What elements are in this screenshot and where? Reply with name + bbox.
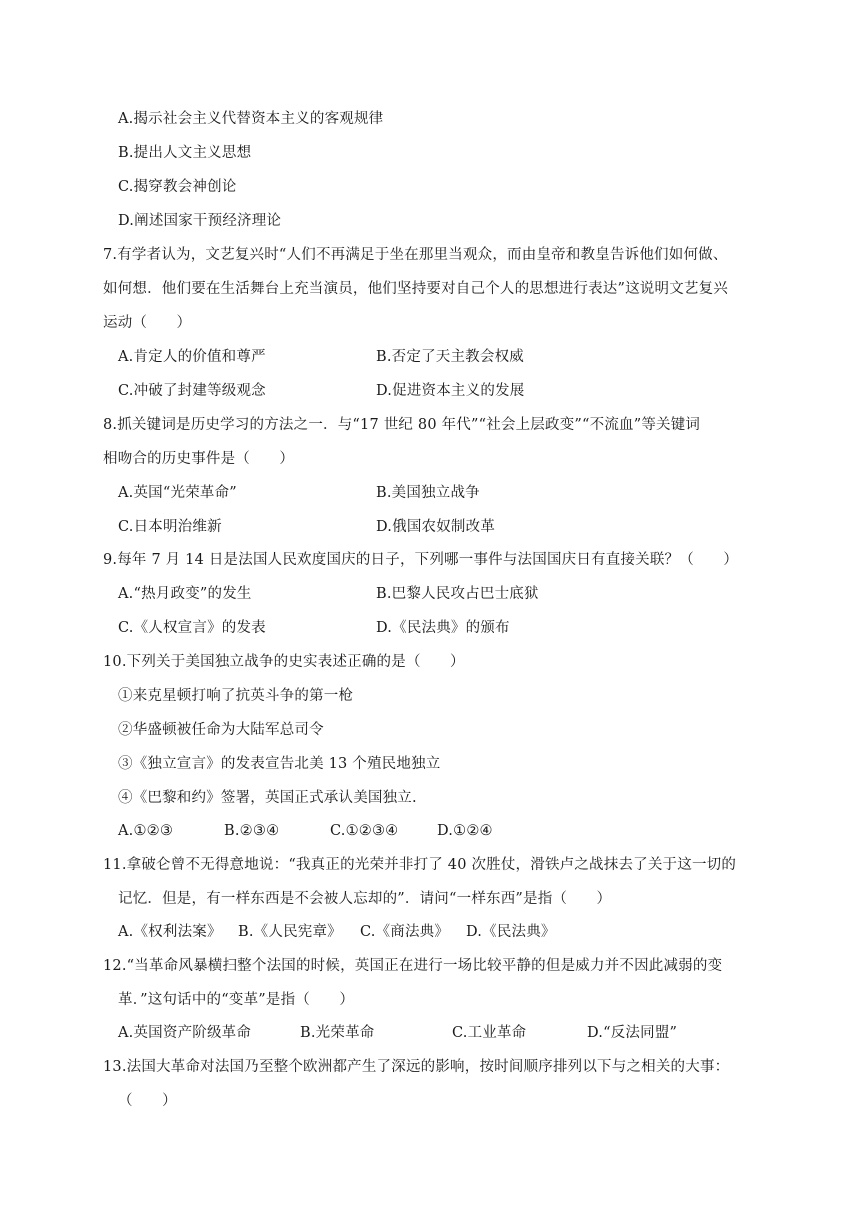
q7-option-b: B.否定了天主教会权威 xyxy=(376,349,524,365)
q9-option-c: C.《人权宣言》的发表 xyxy=(118,620,266,636)
q6-option-a: A.揭示社会主义代替资本主义的客观规律 xyxy=(118,111,384,127)
q8-stem-line2: 相吻合的历史事件是（ ） xyxy=(103,451,295,467)
q11-option-c: C.《商法典》 xyxy=(360,924,450,940)
q10-option-b: B.②③④ xyxy=(224,823,280,839)
q8-stem-line1: 8.抓关键词是历史学习的方法之一．与“17 世纪 80 年代”“社会上层政变”“不流血”等关键词 xyxy=(103,417,701,433)
q7-option-d: D.促进资本主义的发展 xyxy=(376,383,525,399)
q13-stem-line2: （ ） xyxy=(118,1093,177,1109)
q10-option-c: C.①②③④ xyxy=(330,823,399,839)
q7-stem-line2: 如何想．他们要在生活舞台上充当演员，他们坚持要对自己个人的思想进行表达”这说明文艺复兴 xyxy=(103,281,729,297)
q11-option-b: B.《人民宪章》 xyxy=(238,924,342,940)
q9-option-b: B.巴黎人民攻占巴士底狱 xyxy=(376,586,539,602)
q8-option-d: D.俄国农奴制改革 xyxy=(376,519,496,535)
q11-stem-line2: 记忆．但是，有一样东西是不会被人忘却的”．请问“一样东西”是指（ ） xyxy=(118,891,612,907)
q9-option-d: D.《民法典》的颁布 xyxy=(376,620,510,636)
q10-item-2: ②华盛顿被任命为大陆军总司令 xyxy=(118,722,324,738)
q10-item-3: ③《独立宣言》的发表宣告北美 13 个殖民地独立 xyxy=(118,756,441,772)
q7-stem-line1: 7.有学者认为，文艺复兴时“人们不再满足于坐在那里当观众，而由皇帝和教皇告诉他们如何做、 xyxy=(103,247,728,263)
q12-option-c: C.工业革命 xyxy=(452,1025,527,1041)
q6-option-c: C.揭穿教会神创论 xyxy=(118,179,237,195)
q7-option-a: A.肯定人的价值和尊严 xyxy=(118,349,266,365)
q6-option-d: D.阐述国家干预经济理论 xyxy=(118,213,282,229)
q7-option-c: C.冲破了封建等级观念 xyxy=(118,383,266,399)
q12-option-a: A.英国资产阶级革命 xyxy=(118,1025,252,1041)
q11-stem-line1: 11.拿破仑曾不无得意地说：“我真正的光荣并非打了 40 次胜仗，滑铁卢之战抹去了关于这一切的 xyxy=(103,857,737,873)
q11-option-d: D.《民法典》 xyxy=(466,924,556,940)
q8-option-a: A.英国“光荣革命” xyxy=(118,485,237,501)
q8-option-b: B.美国独立战争 xyxy=(376,485,480,501)
q6-option-b: B.提出人文主义思想 xyxy=(118,145,252,161)
q12-option-d: D.“反法同盟” xyxy=(587,1025,678,1041)
q10-option-d: D.①②④ xyxy=(437,823,493,839)
q8-option-c: C.日本明治维新 xyxy=(118,519,222,535)
q7-stem-line3: 运动（ ） xyxy=(103,315,192,331)
q10-stem-line1: 10.下列关于美国独立战争的史实表述正确的是（ ） xyxy=(103,654,465,670)
q10-item-4: ④《巴黎和约》签署，英国正式承认美国独立. xyxy=(118,790,417,806)
q9-option-a: A.“热月政变”的发生 xyxy=(118,586,252,602)
q12-stem-line1: 12.“当革命风暴横扫整个法国的时候，英国正在进行一场比较平静的但是威力并不因此减弱的变 xyxy=(103,958,723,974)
q10-item-1: ①来克星顿打响了抗英斗争的第一枪 xyxy=(118,688,354,704)
q13-stem-line1: 13.法国大革命对法国乃至整个欧洲都产生了深远的影响，按时间顺序排列以下与之相关的大事： xyxy=(103,1059,730,1075)
q10-option-a: A.①②③ xyxy=(118,823,174,839)
q11-option-a: A.《权利法案》 xyxy=(118,924,222,940)
q9-stem-line1: 9.每年 7 月 14 日是法国人民欢度国庆的日子，下列哪一事件与法国国庆日有直接关联？（ ） xyxy=(103,552,739,568)
q12-stem-line2: 革．”这句话中的“变革”是指（ ） xyxy=(118,992,355,1008)
q12-option-b: B.光荣革命 xyxy=(300,1025,375,1041)
